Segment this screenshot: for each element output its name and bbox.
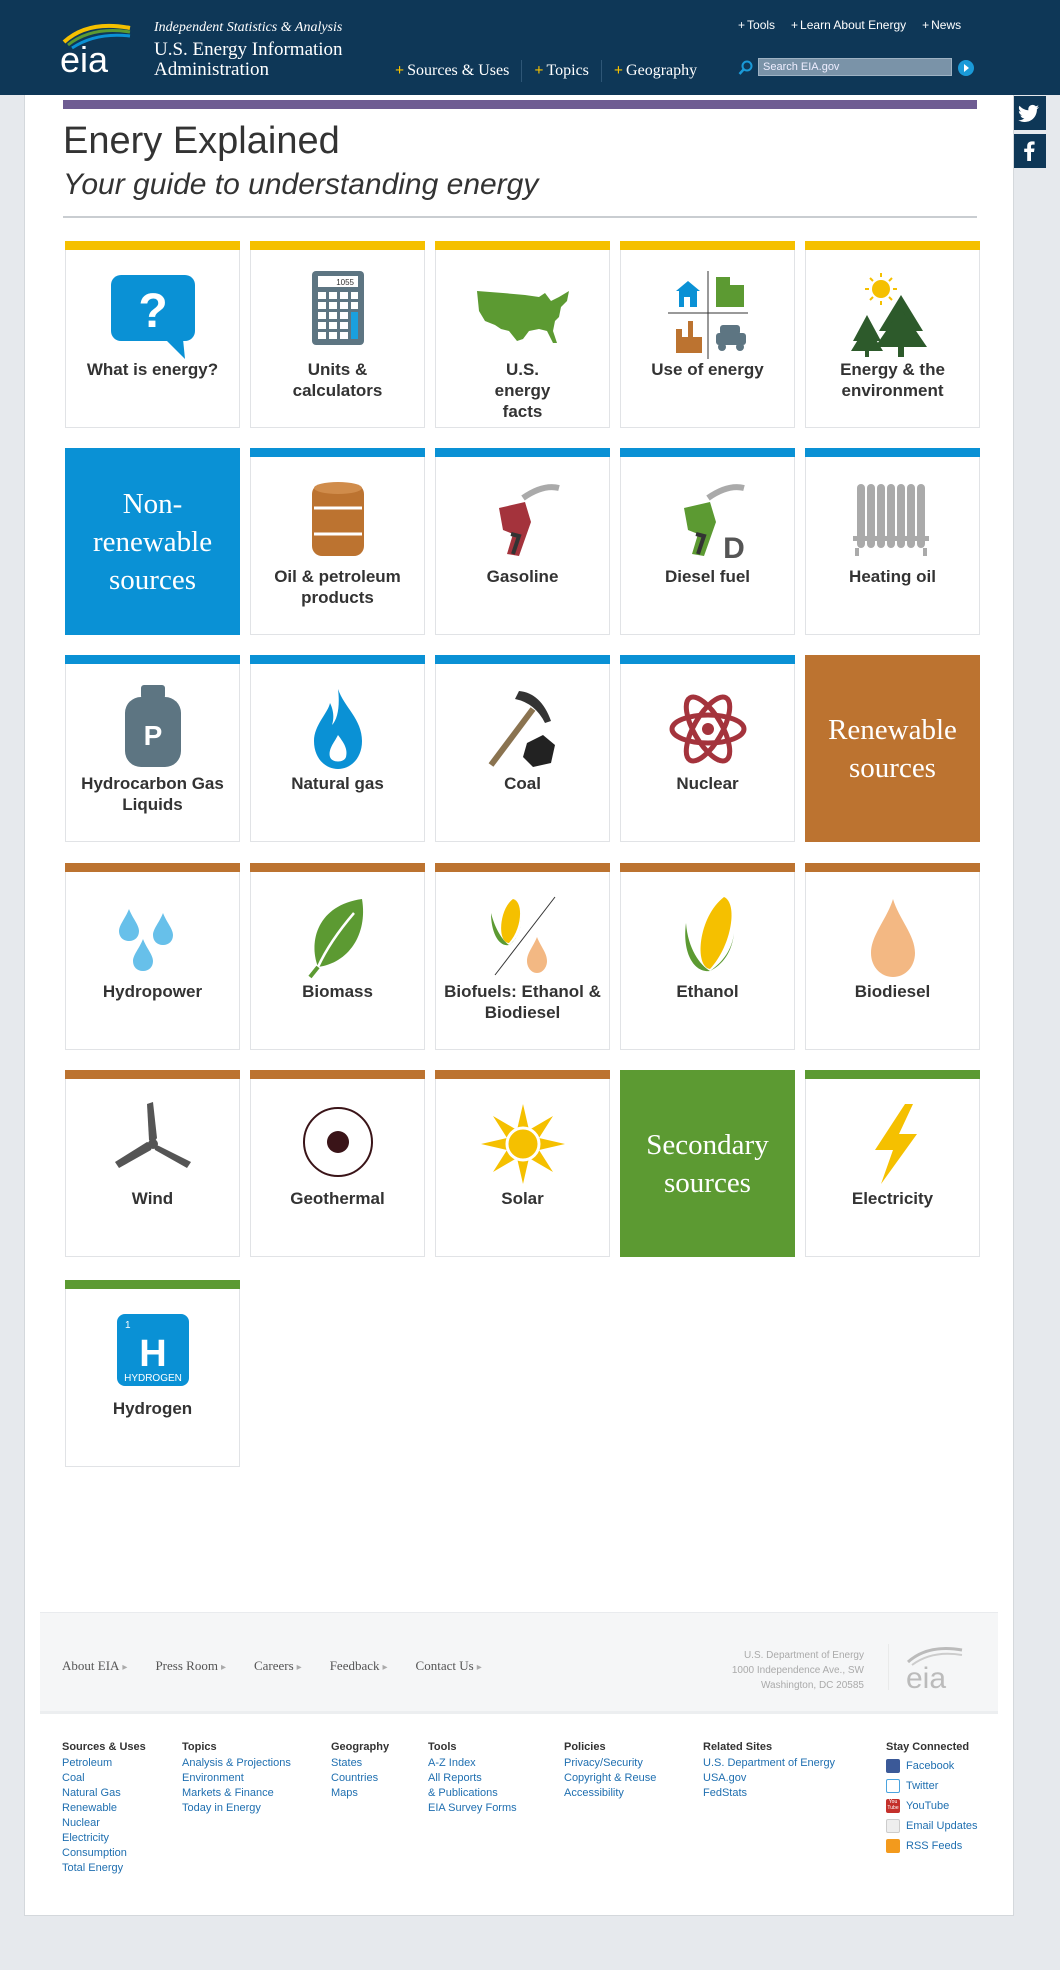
tile-biofuels[interactable] xyxy=(435,863,610,1050)
tile-label: Coal xyxy=(504,774,541,793)
tile-label: Wind xyxy=(131,1189,174,1208)
tile-strip xyxy=(435,655,610,664)
tile-label: Hydropower xyxy=(102,982,203,1001)
address-line: Washington, DC 20585 xyxy=(760,1680,864,1691)
tile-strip xyxy=(620,241,795,250)
col-heading: Topics xyxy=(182,1741,217,1753)
email-icon xyxy=(886,1819,900,1833)
footer-link[interactable]: Coal xyxy=(62,1772,85,1784)
flame-icon xyxy=(288,685,388,773)
svg-text:?: ? xyxy=(138,285,168,338)
tile-label: Solar xyxy=(501,1189,544,1208)
tile-strip xyxy=(250,1070,425,1079)
tile-label: Oil & petroleum products xyxy=(274,567,401,607)
youtube-icon: You Tube xyxy=(887,1799,899,1811)
tile-strip xyxy=(620,655,795,664)
trees-sun-icon xyxy=(843,271,943,359)
tile-label: Units & calculators xyxy=(292,360,383,400)
tile-strip xyxy=(435,863,610,872)
element-number: 1 xyxy=(125,1320,131,1331)
util-tools[interactable]: + Tools xyxy=(738,18,776,32)
water-drops-icon xyxy=(103,893,203,981)
footer-link-careers[interactable]: Careers ▸ xyxy=(253,1658,302,1673)
element-symbol: H xyxy=(139,1333,167,1375)
tile-strip xyxy=(65,1280,240,1289)
tile-renewable-sources[interactable] xyxy=(805,655,980,842)
tile-label: Biodiesel xyxy=(854,982,931,1001)
tile-strip xyxy=(65,863,240,872)
tile-strip xyxy=(250,863,425,872)
car-icon xyxy=(716,325,746,351)
col-heading: Policies xyxy=(564,1741,606,1753)
twitter-icon xyxy=(1012,96,1046,130)
office-building-icon xyxy=(716,277,744,307)
propane-tank-icon xyxy=(103,685,203,773)
tile-strip xyxy=(620,448,795,457)
link-label: About EIA xyxy=(62,1658,120,1673)
tile-strip xyxy=(805,448,980,457)
corn-and-drop-icon xyxy=(473,893,573,981)
social-email[interactable] xyxy=(886,1816,978,1836)
corn-icon xyxy=(658,893,758,981)
tile-label: Biomass xyxy=(302,982,373,1001)
accent-bar xyxy=(63,100,977,109)
earth-core-icon xyxy=(288,1100,388,1188)
hydrogen-element-icon xyxy=(103,1310,203,1398)
tile-strip xyxy=(620,863,795,872)
footer-link[interactable]: Renewable xyxy=(62,1802,118,1814)
nav-sources-uses[interactable] xyxy=(383,60,522,82)
tile-label: Geothermal xyxy=(290,1189,385,1208)
footer-link[interactable]: Environment xyxy=(182,1772,244,1784)
facebook-share-button[interactable] xyxy=(1012,134,1046,168)
link-label: Feedback xyxy=(329,1658,380,1673)
footer-link[interactable]: Maps xyxy=(331,1787,358,1799)
footer-link[interactable]: Countries xyxy=(331,1772,379,1784)
tile-hydrocarbon-gas-liquids[interactable] xyxy=(65,655,240,842)
tile-strip xyxy=(435,1070,610,1079)
tile-strip xyxy=(435,241,610,250)
doe-address xyxy=(700,1648,864,1693)
col-heading: Tools xyxy=(428,1741,457,1753)
tile-secondary-sources[interactable] xyxy=(620,1070,795,1257)
social-label: Email Updates xyxy=(906,1819,978,1832)
utility-nav xyxy=(738,18,961,32)
facebook-icon xyxy=(886,1759,900,1773)
eia-footer-logo[interactable] xyxy=(888,1640,968,1692)
tile-strip xyxy=(65,241,240,250)
tile-strip xyxy=(805,1070,980,1079)
energy-use-sectors-icon xyxy=(658,271,758,359)
nav-label: Sources & Uses xyxy=(407,62,510,79)
pickaxe-coal-icon xyxy=(473,685,573,773)
tile-label: What is energy? xyxy=(86,360,219,379)
footer-col-topics xyxy=(182,1740,291,1816)
footer-col-policies xyxy=(564,1740,656,1801)
social-label: YouTube xyxy=(906,1799,950,1812)
footer-link[interactable]: Consumption xyxy=(62,1847,127,1859)
link-label: Contact Us xyxy=(415,1658,474,1673)
eia-logo[interactable] xyxy=(58,18,138,74)
search-input[interactable] xyxy=(758,58,952,76)
tile-electricity[interactable] xyxy=(805,1070,980,1257)
agency-name[interactable]: U.S. Energy Information Administration xyxy=(154,39,343,80)
page-title: Enery Explained xyxy=(63,120,340,162)
util-learn[interactable]: + Learn About Energy xyxy=(791,18,907,32)
footer-col-stay-connected xyxy=(886,1740,978,1856)
footer-col-geography xyxy=(331,1740,389,1801)
plus-icon: + xyxy=(395,62,405,79)
site-header xyxy=(0,0,1060,95)
tile-hydropower[interactable] xyxy=(65,863,240,1050)
footer-col-tools xyxy=(428,1740,517,1816)
search-submit-button[interactable] xyxy=(958,60,974,76)
tile-natural-gas[interactable] xyxy=(250,655,425,842)
footer-link-press[interactable]: Press Room ▸ xyxy=(155,1658,226,1673)
tile-ethanol[interactable] xyxy=(620,863,795,1050)
twitter-icon xyxy=(886,1779,900,1793)
footer-link-feedback[interactable]: Feedback ▸ xyxy=(329,1658,388,1673)
footer-link[interactable]: Total Energy xyxy=(62,1862,124,1874)
search-icon xyxy=(738,60,754,76)
sun-icon xyxy=(473,1100,573,1188)
tile-label: Diesel fuel xyxy=(664,567,751,586)
main-nav xyxy=(383,60,709,82)
us-map-icon xyxy=(473,271,573,359)
tile-solar[interactable] xyxy=(435,1070,610,1257)
nav-topics[interactable] xyxy=(522,60,602,82)
logo-text: eia xyxy=(60,39,109,74)
tile-strip xyxy=(250,448,425,457)
tile-hydrogen[interactable] xyxy=(65,1280,240,1467)
social-youtube[interactable] xyxy=(886,1796,978,1816)
question-bubble-icon xyxy=(103,271,203,359)
tile-biomass[interactable] xyxy=(250,863,425,1050)
lightning-bolt-icon xyxy=(843,1100,943,1188)
nav-geography[interactable] xyxy=(602,60,709,82)
leaf-icon xyxy=(288,893,388,981)
footer-link[interactable]: All Reports xyxy=(428,1772,482,1784)
social-twitter[interactable] xyxy=(886,1776,978,1796)
footer-link[interactable]: Accessibility xyxy=(564,1787,624,1799)
footer-link[interactable]: Petroleum xyxy=(62,1757,113,1769)
footer-link[interactable]: & Publications xyxy=(428,1787,498,1799)
footer-link[interactable]: Markets & Finance xyxy=(182,1787,274,1799)
tile-what-is-energy[interactable] xyxy=(65,241,240,428)
social-label: Facebook xyxy=(906,1759,955,1772)
atom-icon xyxy=(658,685,758,773)
footer-link[interactable]: A-Z Index xyxy=(428,1757,476,1769)
footer-link[interactable]: Electricity xyxy=(62,1832,110,1844)
footer-link-contact[interactable]: Contact Us ▸ xyxy=(415,1658,482,1673)
oil-drop-icon xyxy=(527,937,547,973)
col-heading: Stay Connected xyxy=(886,1741,970,1753)
house-icon xyxy=(676,281,700,307)
nav-label: Topics xyxy=(546,62,589,79)
tile-us-energy-facts[interactable] xyxy=(435,241,610,428)
rss-icon xyxy=(886,1839,900,1853)
tile-strip xyxy=(435,448,610,457)
tile-strip xyxy=(250,241,425,250)
tile-label: Hydrogen xyxy=(112,1399,193,1418)
tile-label: Heating oil xyxy=(849,567,936,586)
util-label: News xyxy=(931,18,962,32)
tile-strip xyxy=(805,241,980,250)
util-label: Learn About Energy xyxy=(800,18,907,32)
divider xyxy=(63,216,977,218)
footer-link[interactable]: Natural Gas xyxy=(62,1787,121,1799)
tile-label: Nuclear xyxy=(676,774,739,793)
footer-link[interactable]: USA.gov xyxy=(703,1772,747,1784)
tile-geothermal[interactable] xyxy=(250,1070,425,1257)
tile-nuclear[interactable] xyxy=(620,655,795,842)
footer-link[interactable]: U.S. Department of Energy xyxy=(703,1757,836,1769)
util-news[interactable]: + News xyxy=(922,18,962,32)
tile-strip xyxy=(250,655,425,664)
tile-diesel-fuel[interactable] xyxy=(620,448,795,635)
page-subtitle: Your guide to understanding energy xyxy=(63,168,539,201)
social-sidebar xyxy=(1012,96,1046,172)
footer-links xyxy=(62,1658,482,1674)
tile-nonrenewable-sources[interactable] xyxy=(65,448,240,635)
tagline: Independent Statistics & Analysis xyxy=(154,20,343,35)
tile-wind[interactable] xyxy=(65,1070,240,1257)
tile-label: Natural gas xyxy=(291,774,384,793)
tile-label: Electricity xyxy=(851,1189,934,1208)
diesel-letter: D xyxy=(723,532,745,565)
col-heading: Geography xyxy=(331,1741,390,1753)
social-facebook[interactable] xyxy=(886,1756,978,1776)
tile-label: Ethanol xyxy=(676,982,739,1001)
logo-text: eia xyxy=(906,1662,947,1692)
facebook-icon xyxy=(1012,134,1046,168)
plus-icon: + xyxy=(534,62,544,79)
nav-label: Geography xyxy=(626,62,698,79)
sun-icon xyxy=(865,273,897,305)
link-label: Press Room xyxy=(155,1658,218,1673)
gas-nozzle-icon xyxy=(473,478,573,566)
tile-label: U.S. energy facts xyxy=(494,360,551,421)
footer-link-about[interactable]: About EIA ▸ xyxy=(62,1658,128,1673)
oil-barrel-icon xyxy=(288,478,388,566)
propane-letter: P xyxy=(143,720,163,751)
calculator-icon xyxy=(288,271,388,359)
factory-icon xyxy=(676,321,702,353)
tile-energy-environment[interactable] xyxy=(805,241,980,428)
footer-link[interactable]: Analysis & Projections xyxy=(182,1757,291,1769)
tile-heating-oil[interactable] xyxy=(805,448,980,635)
tile-biodiesel[interactable] xyxy=(805,863,980,1050)
footer-link[interactable]: FedStats xyxy=(703,1787,748,1799)
footer-link[interactable]: Nuclear xyxy=(62,1817,100,1829)
util-label: Tools xyxy=(747,18,776,32)
tile-label: Renewable sources xyxy=(828,713,957,784)
tile-strip xyxy=(805,863,980,872)
tile-coal[interactable] xyxy=(435,655,610,842)
radiator-icon xyxy=(843,478,943,566)
footer-link[interactable]: EIA Survey Forms xyxy=(428,1802,517,1814)
footer-link[interactable]: States xyxy=(331,1757,363,1769)
address-line: U.S. Department of Energy xyxy=(743,1650,864,1661)
oil-drop-icon xyxy=(843,893,943,981)
tile-units-calculators[interactable] xyxy=(250,241,425,428)
tile-strip xyxy=(65,1070,240,1079)
wind-turbine-icon xyxy=(103,1100,203,1188)
tile-strip xyxy=(65,655,240,664)
social-rss[interactable] xyxy=(886,1836,978,1856)
tile-label: Secondary sources xyxy=(646,1128,769,1199)
corn-icon xyxy=(491,899,521,945)
footer-col-sources xyxy=(62,1740,146,1876)
footer-col-related xyxy=(703,1740,835,1801)
tile-gasoline[interactable] xyxy=(435,448,610,635)
tile-label: Gasoline xyxy=(486,567,559,586)
address-line: 1000 Independence Ave., SW xyxy=(731,1665,864,1676)
footer-link[interactable]: Today in Energy xyxy=(182,1802,261,1814)
element-name: HYDROGEN xyxy=(124,1373,182,1384)
footer-link[interactable]: Privacy/Security xyxy=(564,1757,643,1769)
calculator-display: 1055 xyxy=(336,278,354,287)
link-label: Careers xyxy=(253,1658,294,1673)
tile-label: Non-renewable sources xyxy=(92,487,213,596)
col-heading: Related Sites xyxy=(703,1741,773,1753)
social-label: RSS Feeds xyxy=(906,1839,963,1852)
footer-link[interactable]: Copyright & Reuse xyxy=(564,1772,657,1784)
tile-label: Energy & the environment xyxy=(840,360,945,400)
twitter-share-button[interactable] xyxy=(1012,96,1046,130)
tile-label: Use of energy xyxy=(651,360,764,379)
diesel-nozzle-icon xyxy=(658,478,758,566)
tile-use-of-energy[interactable] xyxy=(620,241,795,428)
social-label: Twitter xyxy=(906,1779,939,1792)
col-heading: Sources & Uses xyxy=(62,1741,146,1753)
tile-oil-petroleum[interactable] xyxy=(250,448,425,635)
tile-label: Biofuels: Ethanol & Biodiesel xyxy=(444,982,601,1022)
plus-icon: + xyxy=(613,62,624,79)
tile-label: Hydrocarbon Gas Liquids xyxy=(81,774,224,814)
